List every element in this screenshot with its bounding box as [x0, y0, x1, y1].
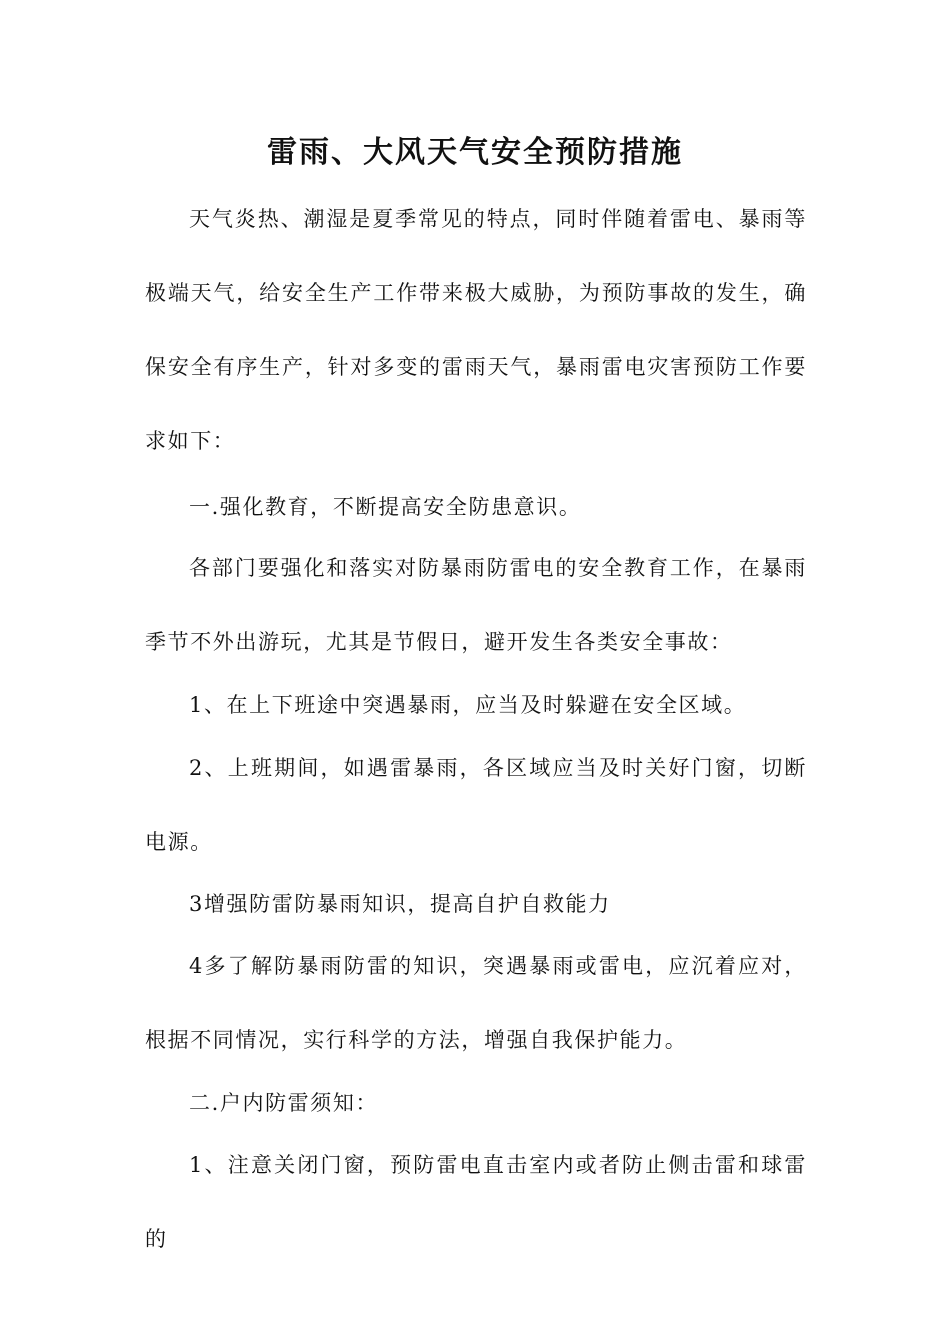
document-title: 雷雨、大风天气安全预防措施: [267, 135, 683, 170]
paragraph-item-2: 2、上班期间，如遇雷暴雨，各区域应当及时关好门窗，切断电源。: [145, 756, 807, 854]
paragraph-item-3: 3增强防雷防暴雨知识，提高自护自救能力: [189, 892, 611, 916]
paragraph-section-1-heading: 一.强化教育，不断提高安全防患意识。: [189, 495, 582, 519]
paragraph-item-1: 1、在上下班途中突遇暴雨，应当及时躲避在安全区域。: [189, 693, 747, 717]
paragraph-section-2-heading: 二.户内防雷须知：: [189, 1091, 379, 1115]
paragraph-section-2-item-1: 1、注意关闭门窗，预防雷电直击室内或者防止侧击雷和球雷的: [145, 1153, 807, 1251]
paragraph-item-4: 4多了解防暴雨防雷的知识，突遇暴雨或雷电，应沉着应对，根据不同情况，实行科学的方法，增强自我保护能力。: [145, 954, 807, 1052]
paragraph-intro: 天气炎热、潮湿是夏季常见的特点，同时伴随着雷电、暴雨等极端天气，给安全生产工作带来极大威胁，为预防事故的发生，确保安全有序生产，针对多变的雷雨天气，暴雨雷电灾害预防工作要求如下：: [145, 207, 807, 453]
paragraph-section-1-body: 各部门要强化和落实对防暴雨防雷电的安全教育工作，在暴雨季节不外出游玩，尤其是节假日，避开发生各类安全事故：: [145, 556, 807, 654]
